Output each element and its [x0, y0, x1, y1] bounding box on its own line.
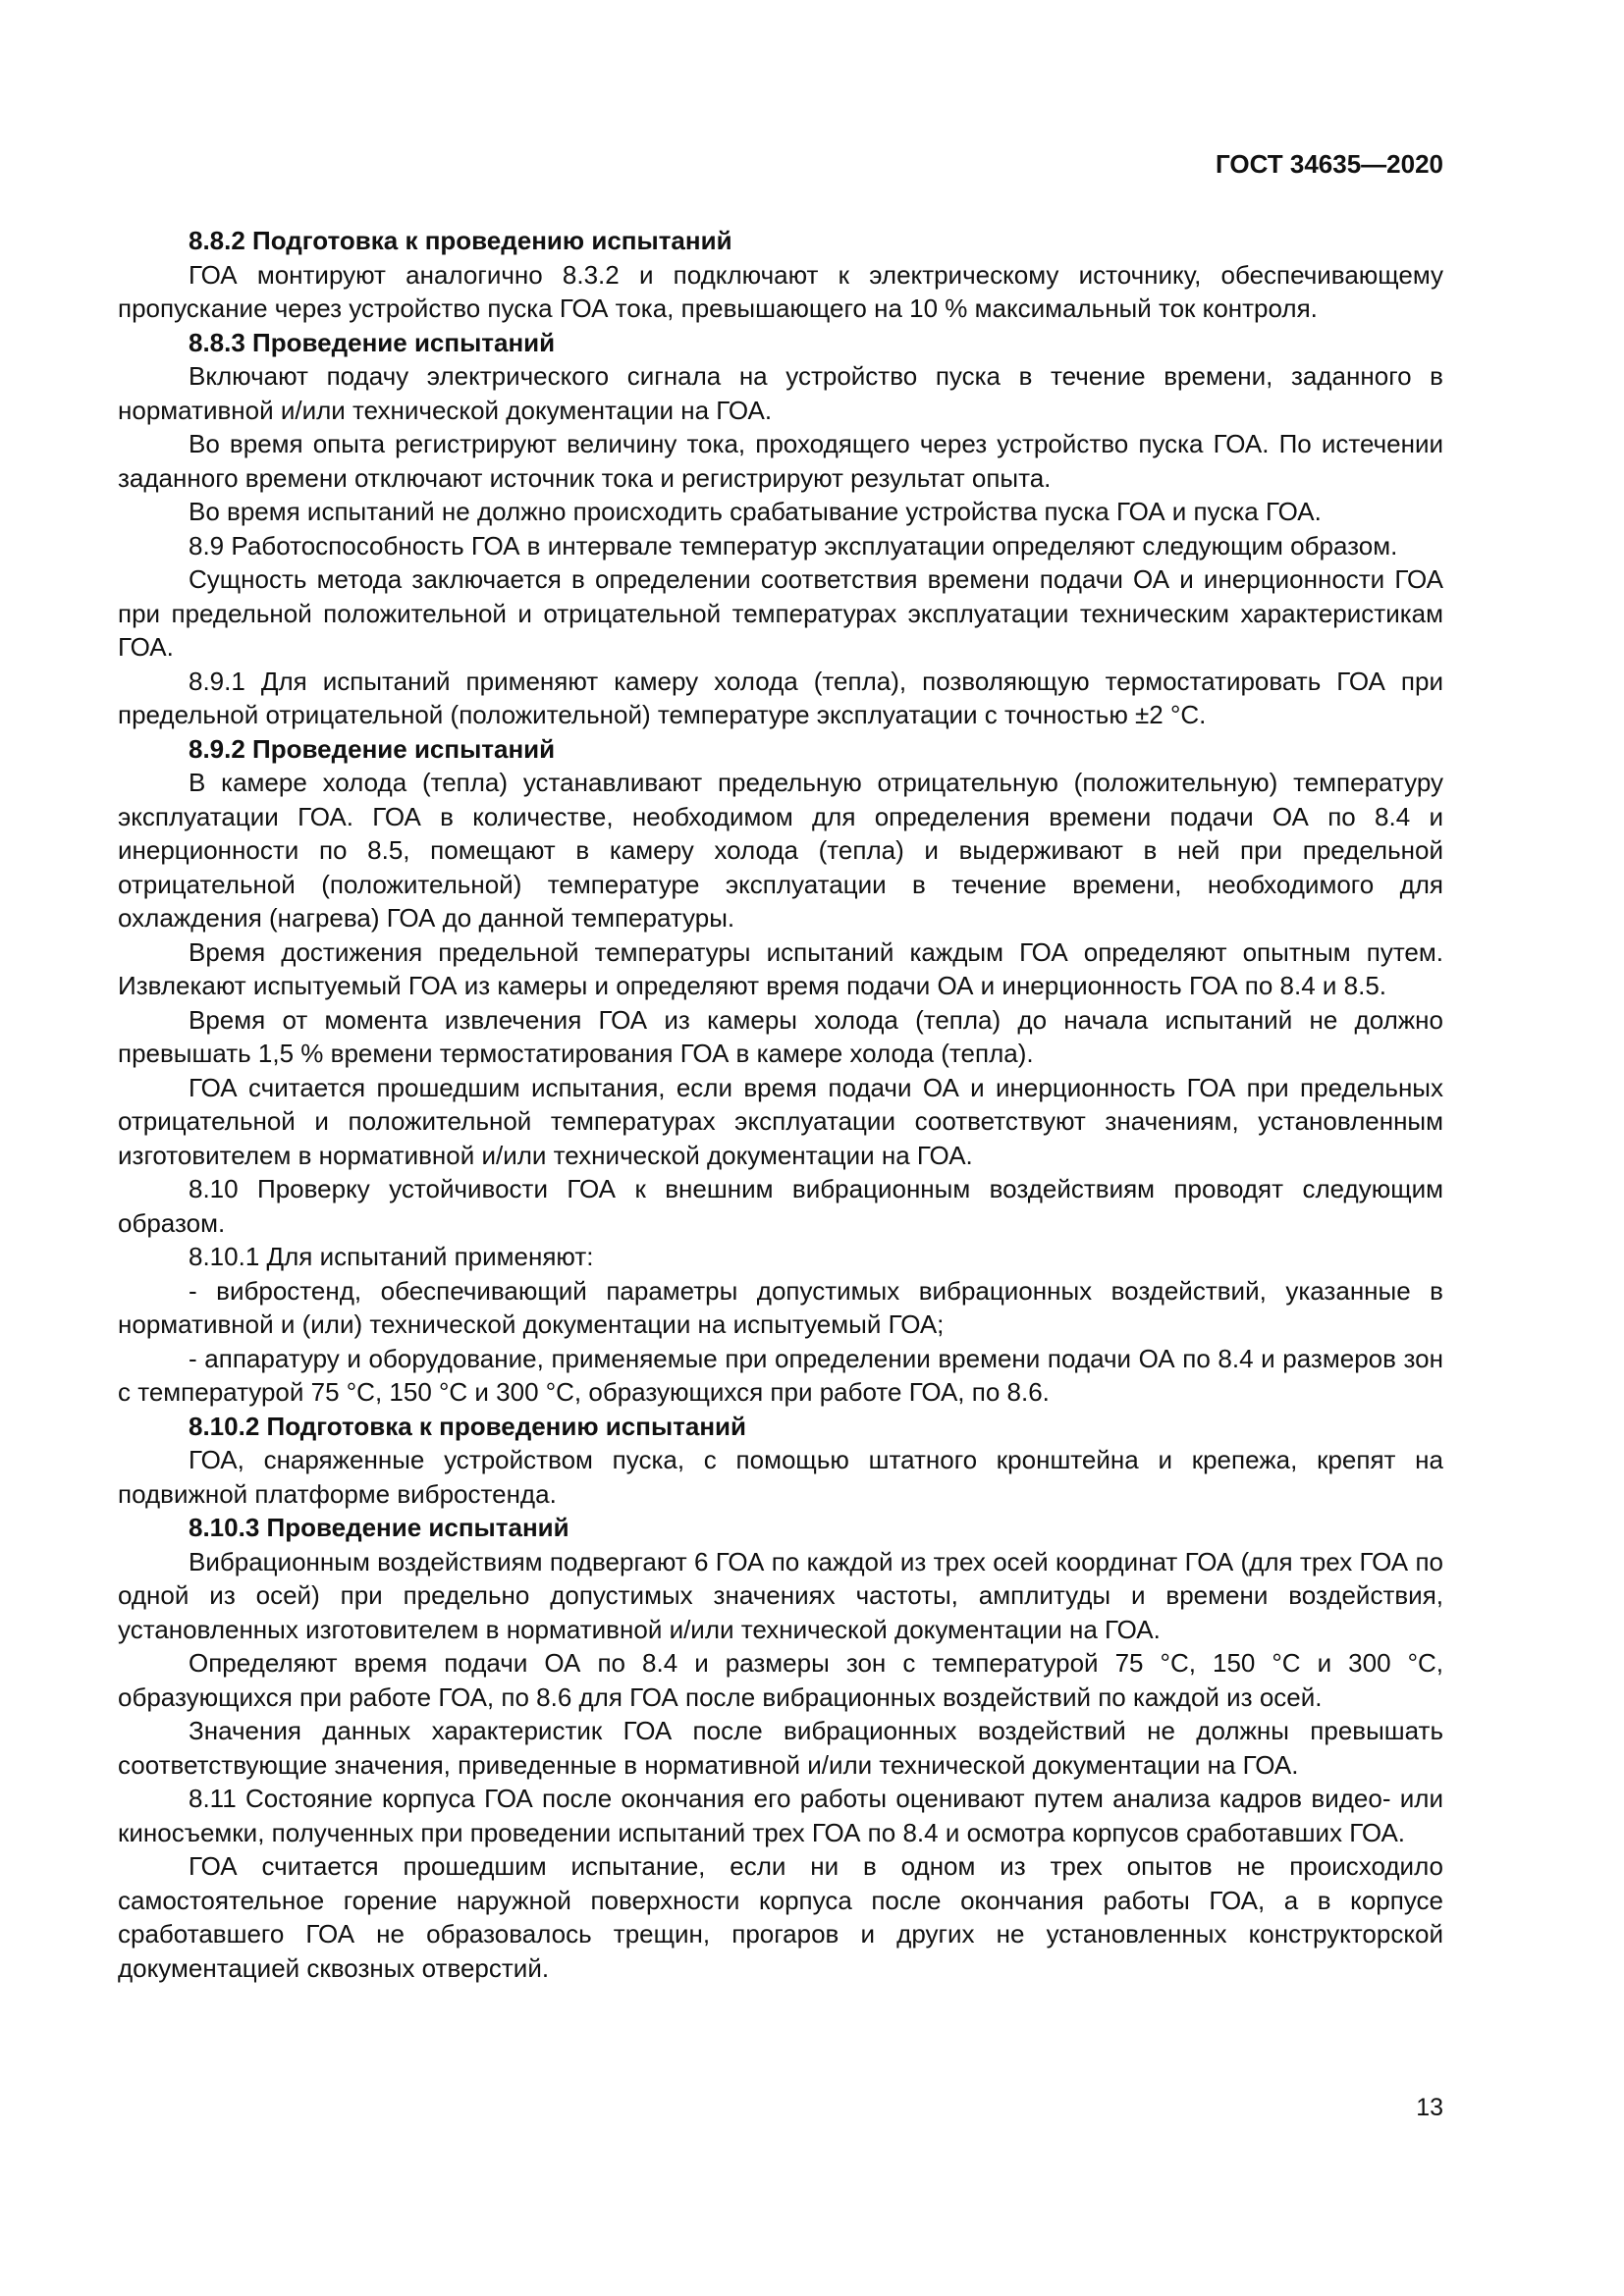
- paragraph: 8.11 Состояние корпуса ГОА после окончания его работы оценивают путем анализа кадров видео- или киносъемки, полученных при проведении испытаний трех ГОА по 8.4 и осмотра корпусов сработавших ГОА.: [118, 1784, 1443, 1847]
- heading-8-10-2: 8.10.2 Подготовка к проведению испытаний: [189, 1411, 747, 1441]
- paragraph: Сущность метода заключается в определении соответствия времени подачи ОА и инерционности ГОА при предельной положительной и отрицательной температурах эксплуатации техническим характеристикам ГОА.: [118, 564, 1443, 662]
- paragraph: 8.9 Работоспособность ГОА в интервале температур эксплуатации определяют следующим образом.: [189, 530, 1398, 561]
- heading-8-8-3: 8.8.3 Проведение испытаний: [189, 327, 556, 357]
- list-item: - аппаратуру и оборудование, применяемые при определении времени подачи ОА по 8.4 и размеров зон с температурой 75 °С, 150 °С и 300 °С, образующихся при работе ГОА, по 8.6.: [118, 1343, 1443, 1407]
- paragraph: В камере холода (тепла) устанавливают предельную отрицательную (положительную) температуру эксплуатации ГОА. ГОА в количестве, необходимом для определения времени подачи ОА по 8.4 и инерционности по 8.5, помещают в камеру холода (тепла) и выдерживают в ней при предельной отрицательной (положительной) температуре эксплуатации в течение времени, необходимого для охлаждения (нагрева) ГОА до данной температуры.: [118, 768, 1443, 933]
- paragraph: Определяют время подачи ОА по 8.4 и размеры зон с температурой 75 °С, 150 °С и 300 °С, образующихся при работе ГОА, по 8.6 для ГОА после вибрационных воздействий по каждой из осей.: [118, 1648, 1443, 1712]
- document-number: ГОСТ 34635—2020: [1216, 149, 1443, 179]
- paragraph: Во время испытаний не должно происходить срабатывание устройства пуска ГОА и пуска ГОА.: [189, 497, 1322, 526]
- paragraph: 8.9.1 Для испытаний применяют камеру холода (тепла), позволяющую термостатировать ГОА при предельной отрицательной (положительной) температуре эксплуатации с точностью ±2 °С.: [118, 666, 1443, 729]
- paragraph: Включают подачу электрического сигнала на устройство пуска в течение времени, заданного в нормативной и/или технической документации на ГОА.: [118, 361, 1443, 425]
- paragraph: ГОА, снаряженные устройством пуска, с помощью штатного кронштейна и крепежа, крепят на подвижной платформе вибростенда.: [118, 1445, 1443, 1509]
- paragraph: Время от момента извлечения ГОА из камеры холода (тепла) до начала испытаний не должно превышать 1,5 % времени термостатирования ГОА в камере холода (тепла).: [118, 1004, 1443, 1068]
- paragraph: 8.10.1 Для испытаний применяют:: [189, 1242, 594, 1271]
- heading-8-10-3: 8.10.3 Проведение испытаний: [189, 1513, 569, 1542]
- paragraph: Во время опыта регистрируют величину тока, проходящего через устройство пуска ГОА. По истечении заданного времени отключают источник тока и регистрируют результат опыта.: [118, 429, 1443, 493]
- paragraph: 8.10 Проверку устойчивости ГОА к внешним вибрационным воздействиям проводят следующим образом.: [118, 1174, 1443, 1238]
- heading-8-9-2: 8.9.2 Проведение испытаний: [189, 733, 556, 764]
- paragraph: Значения данных характеристик ГОА после вибрационных воздействий не должны превышать соответствующие значения, приведенные в нормативной и/или технической документации на ГОА.: [118, 1716, 1443, 1780]
- document-body: [118, 224, 1443, 1985]
- paragraph: ГОА считается прошедшим испытания, если время подачи ОА и инерционность ГОА при предельных отрицательной и положительной температурах эксплуатации соответствуют значениям, установленным изготовителем в нормативной и/или технической документации на ГОА.: [118, 1072, 1443, 1170]
- list-item: - вибростенд, обеспечивающий параметры допустимых вибрационных воздействий, указанные в нормативной и (или) технической документации на испытуемый ГОА;: [118, 1275, 1443, 1339]
- paragraph: ГОА монтируют аналогично 8.3.2 и подключают к электрическому источнику, обеспечивающему пропускание через устройство пуска ГОА тока, превышающего на 10 % максимальный ток контроля.: [118, 259, 1443, 323]
- page-number: 13: [1416, 2094, 1443, 2121]
- paragraph: Вибрационным воздействиям подвергают 6 ГОА по каждой из трех осей координат ГОА (для трех ГОА по одной из осей) при предельно допустимых значениях частоты, амплитуды и времени воздействия, установленных изготовителем в нормативной и/или технической документации на ГОА.: [118, 1546, 1443, 1644]
- heading-8-8-2: 8.8.2 Подготовка к проведению испытаний: [189, 226, 732, 255]
- paragraph: ГОА считается прошедшим испытание, если ни в одном из трех опытов не происходило самостоятельное горение наружной поверхности корпуса после окончания работы ГОА, а в корпусе сработавшего ГОА не образовалось трещин, прогаров и других не установленных конструкторской документацией сквозных отверстий.: [118, 1851, 1443, 1983]
- paragraph: Время достижения предельной температуры испытаний каждым ГОА определяют опытным путем. Извлекают испытуемый ГОА из камеры и определяют время подачи ОА и инерционность ГОА по 8.4 и 8.5.: [118, 936, 1443, 1000]
